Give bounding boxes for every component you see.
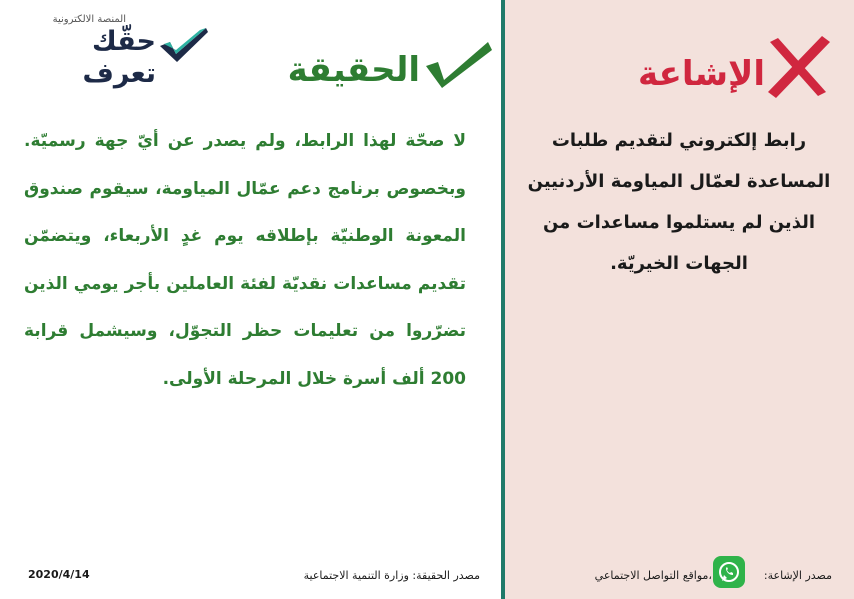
panel-divider — [501, 0, 505, 599]
fact-source: مصدر الحقيقة: وزارة التنمية الاجتماعية — [303, 569, 480, 582]
fact-text: لا صحّة لهذا الرابط، ولم يصدر عن أيّ جهة رسميّة. وبخصوص برنامج دعم عمّال المياومة، سيقوم صندوق المعونة الوطنيّة بإطلاقه يوم غدٍ الأربعاء، ويتضمّن تقديم مساعدات نقديّة لفئة العاملين بأجر يومي الذين تضرّروا من تعليمات حظر التجوّل، وسيشمل قرابة 200 ألف أسرة خلال المرحلة الأولى. — [24, 131, 466, 389]
logo-check-icon — [156, 22, 212, 64]
rumor-source-label: مصدر الإشاعة: — [763, 569, 832, 582]
cross-icon — [764, 34, 832, 100]
brand-logo — [24, 12, 214, 89]
fact-title: الحقيقة — [287, 50, 420, 90]
logo-subtitle: المنصة الالكترونية — [52, 14, 126, 25]
publish-date: 2020/4/14 — [28, 568, 90, 581]
rumor-title: الإشاعة — [637, 54, 765, 94]
rumor-source: ،مواقع التواصل الاجتماعي — [594, 569, 712, 582]
whatsapp-icon — [713, 556, 745, 588]
logo-name: حقّك تعرف — [82, 26, 156, 89]
checkmark-icon — [422, 36, 496, 92]
rumor-text: رابط إلكتروني لتقديم طلبات المساعدة لعمّال المياومة الأردنيين الذين لم يستلموا مساعدات من الجهات الخيريّة. — [527, 130, 831, 274]
